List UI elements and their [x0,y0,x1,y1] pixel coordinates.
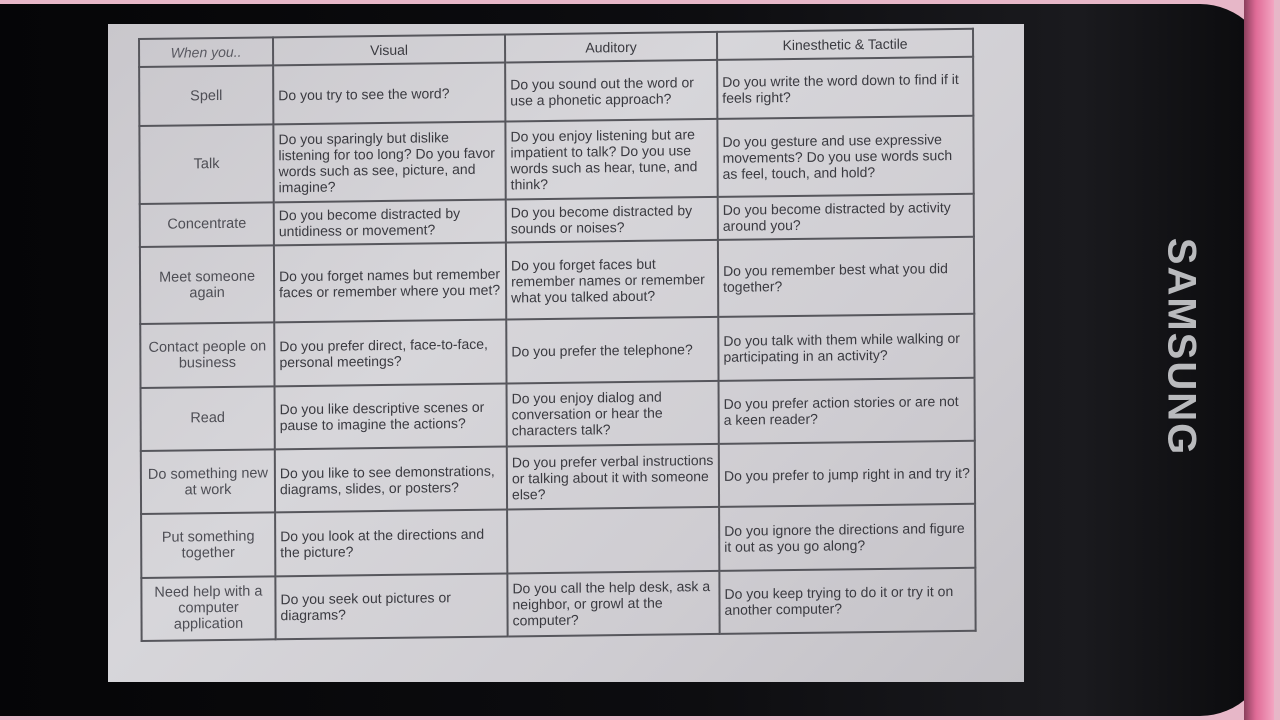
row-label: Need help with a computer application [141,576,275,641]
auditory-cell: Do you enjoy listening but are impatient to talk? Do you use words such as hear, tune, and think? [505,119,717,199]
table-row [139,116,973,204]
kinesthetic-cell: Do you remember best what you did together? [718,237,974,318]
kinesthetic-cell: Do you prefer to jump right in and try it? [719,441,975,507]
kinesthetic-cell: Do you ignore the directions and figure it out as you go along? [719,504,975,570]
header-kinesthetic: Kinesthetic & Tactile [717,29,973,60]
row-label: Concentrate [140,202,274,247]
visual-cell: Do you prefer direct, face-to-face, personal meetings? [274,320,506,386]
header-visual: Visual [273,35,505,66]
visual-cell: Do you become distracted by untidiness or movement? [274,199,506,245]
visual-cell: Do you sparingly but dislike listening for too long? Do you favor words such as see, picture, and imagine? [273,122,505,202]
brand-logo-text: SAMSUNG [1159,237,1204,457]
auditory-cell: Do you become distracted by sounds or noises? [506,197,718,242]
table-row [140,314,974,387]
learning-styles-table [138,28,977,642]
header-auditory: Auditory [505,32,717,63]
kinesthetic-cell: Do you prefer action stories or are not a keen reader? [719,377,975,443]
kinesthetic-cell: Do you keep trying to do it or try it on another computer? [719,567,975,634]
header-when-you: When you.. [139,37,273,67]
visual-cell: Do you try to see the word? [273,63,505,125]
auditory-cell: Do you sound out the word or use a phonetic approach? [505,60,717,122]
row-label: Talk [139,125,273,204]
table-row [140,237,974,325]
table-row [141,504,975,577]
auditory-cell: Do you prefer verbal instructions or talking about it with someone else? [507,444,719,510]
kinesthetic-cell: Do you gesture and use expressive movements? Do you use words such as feel, touch, and hold? [717,116,973,197]
phone-case-edge [1244,0,1274,720]
auditory-cell: Do you prefer the telephone? [506,317,718,383]
visual-cell: Do you forget names but remember faces or remember where you met? [274,242,506,322]
kinesthetic-cell: Do you write the word down to find if it feels right? [717,57,973,119]
row-label: Meet someone again [140,245,274,324]
auditory-cell [507,507,719,573]
auditory-cell: Do you forget faces but remember names or remember what you talked about? [506,240,718,320]
row-label: Put something together [141,513,275,578]
table-row [141,567,975,641]
row-label: Do something new at work [141,449,275,514]
kinesthetic-cell: Do you become distracted by activity around you? [718,194,974,240]
row-label: Spell [139,65,273,126]
table-row [141,377,975,450]
visual-cell: Do you like to see demonstrations, diagrams, slides, or posters? [275,446,507,512]
row-label: Contact people on business [140,323,274,388]
kinesthetic-cell: Do you talk with them while walking or participating in an activity? [718,314,974,380]
visual-cell: Do you like descriptive scenes or pause to imagine the actions? [275,383,507,449]
auditory-cell: Do you call the help desk, ask a neighbor, or growl at the computer? [507,570,719,636]
visual-cell: Do you look at the directions and the picture? [275,510,507,576]
table-row [139,57,973,126]
visual-cell: Do you seek out pictures or diagrams? [275,573,507,639]
brand-logo [1143,236,1215,458]
table-row [141,441,975,514]
auditory-cell: Do you enjoy dialog and conversation or hear the characters talk? [507,381,719,447]
row-label: Read [141,386,275,451]
